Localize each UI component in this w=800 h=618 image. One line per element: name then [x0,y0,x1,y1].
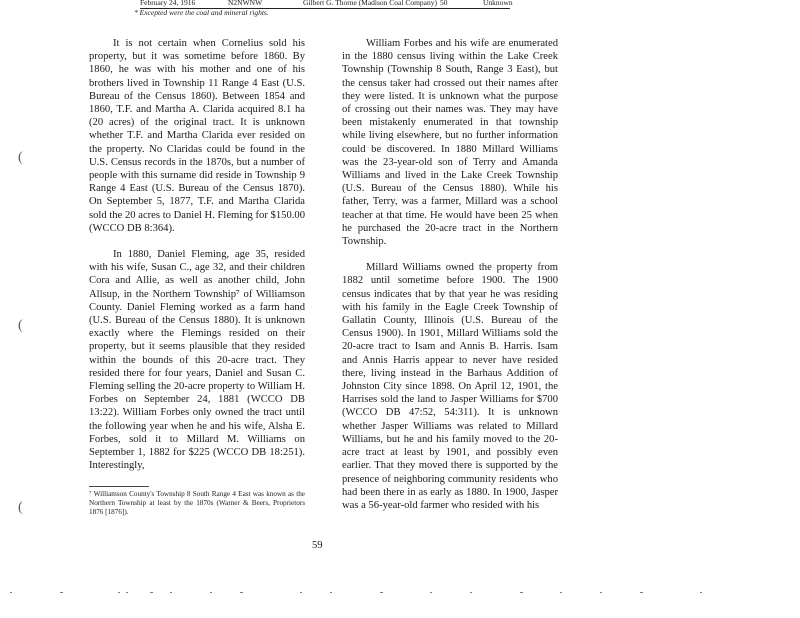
paragraph: William Forbes and his wife are enumerated in the 1880 census living within the Lake Creek Township (Township 8 South, Range 3 East), but the census taker had crossed out their names after they were listed. It is unknown what the purpose of crossing out their names was. They may have been mistakenly enumerated in that township while living elsewhere, but no further information could be discovered. In 1880 Millard Williams was the 23-year-old son of Terry and Amanda Williams and lived in the Lake Creek Township (U.S. Bureau of the Census 1880). While his father, Terry, was a farmer, Millard was a school teacher at that time. He would have been 25 when he purchased the 20-acre tract in the Northern Township. [342,38,558,248]
left-column [89,37,305,473]
right-column [342,37,558,512]
binding-mark: ( [18,500,23,515]
paragraph: Millard Williams owned the property from 1882 until sometime before 1900. The 1900 census indicates that by that year he was residing with his family in the Eagle Creek Township of Gallatin County, Illinois (U.S. Bureau of the Census 1900). In 1901, Millard Williams sold the 20-acre tract to Isam and Annis B. Harris. Isam and Annis Harris appear to never have resided there, living instead in the Barhaus Addition of Johnston City since 1898. On April 12, 1901, the Harrises sold the land to Jasper Williams for $700 (WCCO DB 47:52, 54:311). It is unknown whether Jasper Williams was related to Millard Williams, but he and his family moved to the 20-acre tract at least by 1901, and possibly even earlier. That they moved there is supported by the presence of neighboring community residents who had been there in as early as 1880. In 1900, Jasper was a 56-year-old farmer who resided with his [342,262,558,511]
header-grantee: Gilbert G. Thorne (Madison Coal Company) [303,0,438,7]
paragraph: It is not certain when Cornelius sold his property, but it was sometime before 1860. By 1860, he was with his mother and one of his brothers lived in Township 11 Range 4 East (U.S. Bureau of the Census 1860). Between 1854 and 1860, T.F. and Martha A. Clarida acquired 8.1 ha (20 acres) of the original tract. It is unknown whether T.F. and Martha Clarida ever resided on the property. No Claridas could be found in the U.S. Census records in the 1870s, but a number of people with this surname did reside in Township 9 Range 4 East (U.S. Bureau of the Census 1870). On September 5, 1877, T.F. and Martha Clarida sold the 20 acres to Daniel H. Fleming for $150.00 (WCCO DB 8:364). [89,38,305,234]
header-acres: 50 [440,0,448,7]
binding-mark: ( [18,150,23,165]
table-header-row [0,0,800,24]
footnote: ⁷ Williamson County's Township 8 South Range 4 East was known as the Northern Township at least by the 1870s (Warner & Beers, Proprietors 1876 [1876]). [89,490,305,516]
page-number: 59 [312,540,323,551]
paragraph: In 1880, Daniel Fleming, age 35, resided with his wife, Susan C., age 32, and their children Cora and Allie, as well as another child, John Allsup, in the Northern Township⁷ of Williamson County. Daniel Fleming worked as a farm hand (U.S. Bureau of the Census 1880). It is unknown exactly where the Flemings resided on their property, but it seems plausible that they resided within the bounds of this 20-acre tract. They resided there for four years, Daniel and Susan C. Fleming selling the 20-acre property to William H. Forbes on September 24, 1881 (WCCO DB 13:22). William Forbes only owned the tract until the following year when he and his wife, Alsha E. Forbes, sold it to Millard M. Williams on September 1, 1882 for $225 (WCCO DB 18:251). Interestingly, [89,249,305,472]
scan-artifact-dots [0,588,800,598]
table-note: * Excepted were the coal and mineral rights. [134,8,269,17]
header-code: N2NWNW [228,0,263,7]
header-price: Unknown [483,0,513,7]
binding-mark: ( [18,318,23,333]
header-date: February 24, 1916 [140,0,196,7]
footnote-rule [89,486,149,487]
